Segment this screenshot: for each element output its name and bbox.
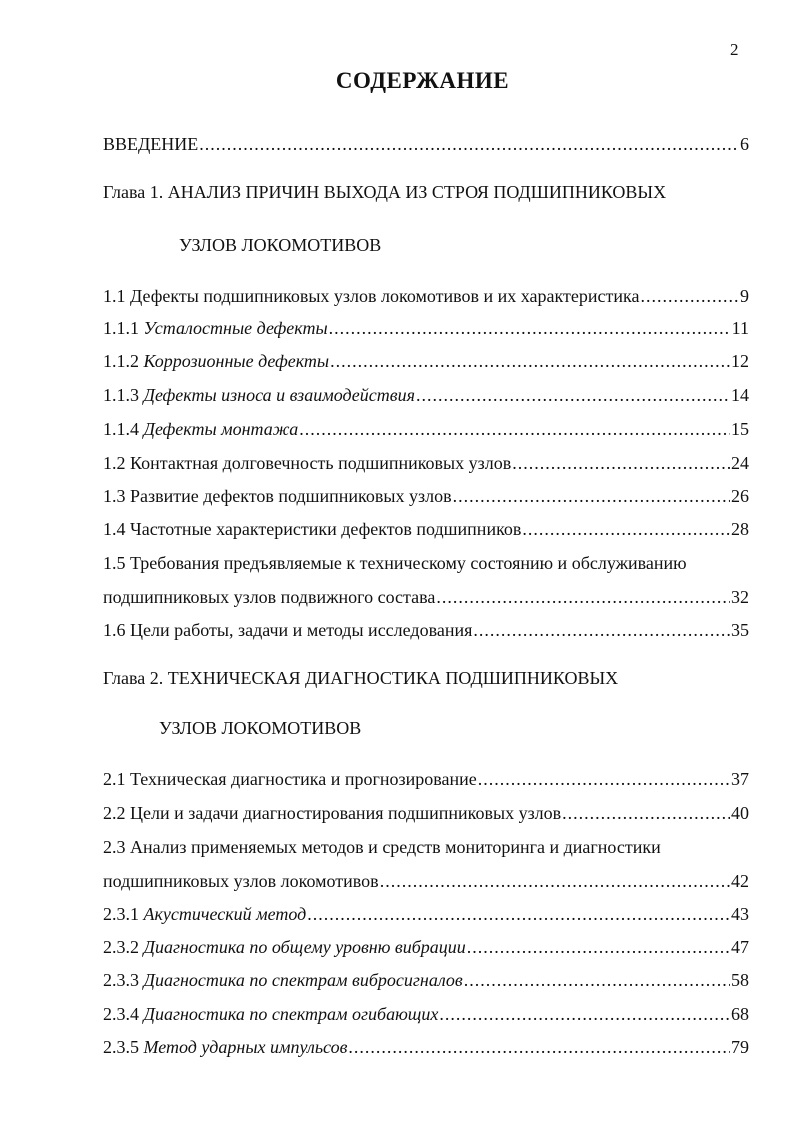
toc-entry-1-1-4[interactable] [103, 417, 749, 441]
section-title: Диагностика по спектрам огибающих [143, 1004, 439, 1024]
section-title: Дефекты износа и взаимодействия [143, 385, 415, 405]
section-number: 2.3.4 [103, 1004, 139, 1024]
toc-entry-page: 43 [731, 904, 749, 924]
section-number: 1.3 [103, 486, 126, 506]
section-title: Техническая диагностика и прогнозирование [130, 769, 477, 789]
toc-entry-label [103, 902, 306, 926]
toc-entry-1-2[interactable] [103, 451, 749, 475]
toc-entry-label [103, 767, 477, 791]
toc-entry-2-3-2[interactable] [103, 935, 749, 959]
toc-entry-2-2[interactable] [103, 801, 749, 825]
toc-entry-label: подшипниковых узлов подвижного состава [103, 587, 436, 607]
toc-entry-2-3-3[interactable] [103, 968, 749, 992]
toc-entry-2-3[interactable] [103, 869, 749, 893]
toc-entry-2-1[interactable] [103, 767, 749, 791]
toc-entry-label [103, 451, 511, 475]
toc-entry-1-6[interactable] [103, 618, 749, 642]
toc-entry-1-1-1[interactable] [103, 316, 749, 340]
section-title: Метод ударных импульсов [143, 1037, 348, 1057]
toc-entry-page: 15 [731, 419, 749, 439]
toc-entry-page: 47 [731, 937, 749, 957]
section-title: Контактная долговечность подшипниковых узлов [130, 453, 512, 473]
section-title: Коррозионные дефекты [143, 351, 330, 371]
toc-entry-label [103, 284, 639, 308]
dot-leader [453, 484, 730, 508]
toc-entry-page: 42 [731, 871, 749, 891]
toc-entry-page: 58 [731, 970, 749, 990]
dot-leader [436, 585, 730, 609]
dot-leader [330, 349, 730, 373]
dot-leader [416, 383, 730, 407]
page-number: 2 [730, 40, 739, 59]
toc-entry-page: 12 [731, 351, 749, 371]
toc-entry-label [103, 801, 561, 825]
section-title: Частотные характеристики дефектов подшипников [130, 519, 522, 539]
toc-entry-page: 26 [731, 486, 749, 506]
toc-entry-label [103, 968, 463, 992]
section-number: 1.6 [103, 620, 126, 640]
dot-leader [478, 767, 730, 791]
dot-leader [464, 968, 730, 992]
toc-entry-label [103, 383, 415, 407]
toc-entry-label [103, 618, 472, 642]
dot-leader [348, 1035, 730, 1059]
toc-entry-1-5[interactable] [103, 585, 749, 609]
section-title: Диагностика по спектрам вибросигналов [143, 970, 463, 990]
toc-entry-page: 79 [731, 1037, 749, 1057]
toc-entry-1-1[interactable] [103, 284, 749, 308]
dot-leader [562, 801, 730, 825]
section-title: Цели работы, задачи и методы исследования [130, 620, 473, 640]
dot-leader [307, 902, 730, 926]
section-number: 1.1 [103, 286, 126, 306]
section-number: 2.3.5 [103, 1037, 139, 1057]
section-number: 1.2 [103, 453, 126, 473]
toc-entry-2-3-5[interactable] [103, 1035, 749, 1059]
dot-leader [512, 451, 730, 475]
dot-leader [522, 517, 730, 541]
toc-entry-label [103, 316, 328, 340]
chapter2-heading-line2: УЗЛОВ ЛОКОМОТИВОВ [159, 718, 362, 738]
chapter2-heading-line1: Глава 2. ТЕХНИЧЕСКАЯ ДИАГНОСТИКА ПОДШИПНИКОВЫХ [103, 668, 619, 688]
toc-entry-label [103, 1035, 347, 1059]
toc-entry-2-3-line1[interactable]: 2.3 Анализ применяемых методов и средств мониторинга и диагностики [103, 837, 661, 857]
section-number: 1.1.2 [103, 351, 139, 371]
chapter1-heading-line1: Глава 1. АНАЛИЗ ПРИЧИН ВЫХОДА ИЗ СТРОЯ ПОДШИПНИКОВЫХ [103, 182, 667, 202]
dot-leader [467, 935, 730, 959]
toc-entry-page: 24 [731, 453, 749, 473]
section-title: Диагностика по общему уровню вибрации [143, 937, 466, 957]
toc-entry-1-3[interactable] [103, 484, 749, 508]
toc-entry-page: 11 [731, 318, 749, 338]
toc-entry-page: 40 [731, 803, 749, 823]
toc-entry-label [103, 517, 521, 541]
toc-entry-2-3-4[interactable] [103, 1002, 749, 1026]
toc-entry-1-1-2[interactable] [103, 349, 749, 373]
toc-entry-label: ВВЕДЕНИЕ [103, 134, 199, 154]
section-number: 1.1.3 [103, 385, 139, 405]
section-number: 1.4 [103, 519, 126, 539]
toc-entry-page: 68 [731, 1004, 749, 1024]
dot-leader [199, 132, 739, 156]
dot-leader [640, 284, 739, 308]
dot-leader [299, 417, 730, 441]
toc-entry-page: 35 [731, 620, 749, 640]
toc-entry-label: подшипниковых узлов локомотивов [103, 871, 379, 891]
section-number: 2.3.3 [103, 970, 139, 990]
toc-entry-1-4[interactable] [103, 517, 749, 541]
section-number: 1.1.1 [103, 318, 139, 338]
section-title: Развитие дефектов подшипниковых узлов [130, 486, 452, 506]
section-title: Акустический метод [143, 904, 307, 924]
dot-leader [439, 1002, 730, 1026]
section-number: 2.1 [103, 769, 126, 789]
toc-entry-label [103, 484, 452, 508]
toc-entry-label [103, 1002, 438, 1026]
toc-entry-page: 28 [731, 519, 749, 539]
section-title: Дефекты монтажа [143, 419, 299, 439]
page-title: СОДЕРЖАНИЕ [335, 68, 510, 93]
section-number: 2.3.2 [103, 937, 139, 957]
toc-entry-label [103, 349, 329, 373]
toc-entry-page: 9 [740, 286, 749, 306]
chapter1-heading-line2: УЗЛОВ ЛОКОМОТИВОВ [179, 235, 382, 255]
toc-entry-page: 6 [740, 134, 749, 154]
section-title: Дефекты подшипниковых узлов локомотивов и их характеристика [130, 286, 640, 306]
toc-entry-page: 14 [731, 385, 749, 405]
toc-entry-intro[interactable] [103, 132, 749, 156]
section-title: Цели и задачи диагностирования подшипниковых узлов [130, 803, 562, 823]
dot-leader [380, 869, 730, 893]
dot-leader [473, 618, 730, 642]
toc-entry-label [103, 417, 298, 441]
section-number: 2.3.1 [103, 904, 139, 924]
toc-entry-label [103, 935, 466, 959]
toc-entry-page: 32 [731, 587, 749, 607]
toc-entry-page: 37 [731, 769, 749, 789]
toc-entry-2-3-1[interactable] [103, 902, 749, 926]
dot-leader [329, 316, 731, 340]
section-number: 1.1.4 [103, 419, 139, 439]
section-title: Усталостные дефекты [143, 318, 328, 338]
toc-entry-1-5-line1[interactable]: 1.5 Требования предъявляемые к техническому состоянию и обслуживанию [103, 553, 687, 573]
section-number: 2.2 [103, 803, 126, 823]
toc-entry-1-1-3[interactable] [103, 383, 749, 407]
